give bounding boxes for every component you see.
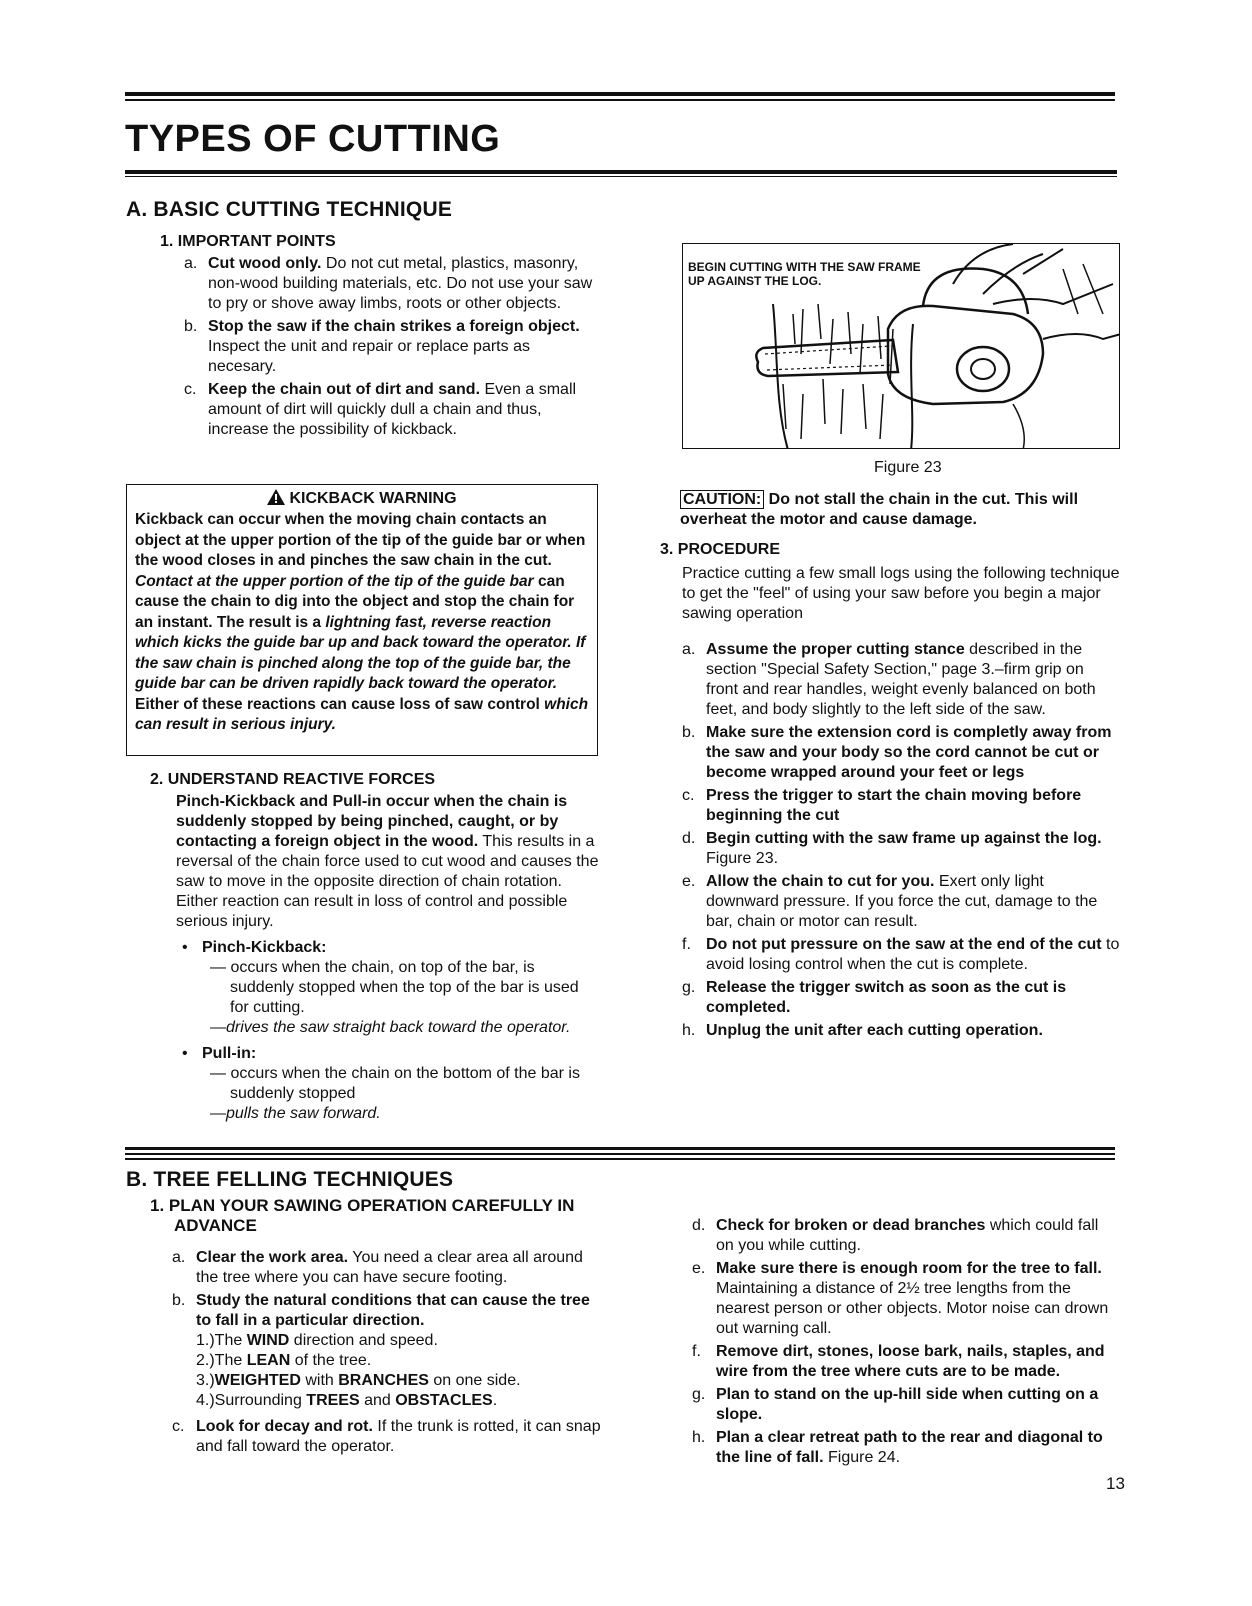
procedure-item-d: d. Begin cutting with the saw frame up against the log. Figure 23.: [682, 830, 1102, 867]
section-b-heading: B. TREE FELLING TECHNIQUES: [126, 1168, 454, 1191]
plan-heading: 1. PLAN YOUR SAWING OPERATION CAREFULLY IN ADVANCE: [150, 1196, 575, 1235]
top-rule-1: [125, 92, 1115, 96]
page-number: 13: [1106, 1474, 1125, 1493]
felling-item-a: a. Clear the work area. You need a clear area all around the tree where you can have secure footing.: [172, 1249, 583, 1286]
procedure-item-a: a. Assume the proper cutting stance described in the section "Special Safety Section," page 3.–firm grip on front and rear handles, weight evenly balanced on both feet, and body slightly to the left side of the saw.: [682, 641, 1096, 718]
important-item-a: a. Cut wood only. Do not cut metal, plastics, masonry, non-wood building materials, etc. Do not use your saw to pry or shove away limbs, roots or other objects.: [184, 255, 593, 312]
bullet-pull-in: • Pull-in: — occurs when the chain on the bottom of the bar is suddenly stopped —pulls the saw forward.: [182, 1045, 580, 1122]
procedure-item-b: b. Make sure the extension cord is completly away from the saw and your body so the cord cannot be cut or become wrapped around your feet or legs: [682, 724, 1112, 781]
section-b-rule-3: [125, 1158, 1115, 1160]
kickback-warning-box: [126, 484, 598, 756]
figure-23-label: Figure 23: [874, 459, 942, 476]
caution-label: CAUTION:: [680, 490, 764, 509]
page-title: TYPES OF CUTTING: [125, 118, 501, 160]
condition-2: 2.)The LEAN of the tree.: [196, 1352, 372, 1369]
felling-item-d: d. Check for broken or dead branches which could fall on you while cutting.: [692, 1217, 1099, 1254]
top-rule-2: [125, 99, 1115, 101]
condition-3: 3.)WEIGHTED with BRANCHES on one side.: [196, 1372, 521, 1389]
felling-item-e: e. Make sure there is enough room for the tree to fall. Maintaining a distance of 2½ tree lengths from the nearest person or other objects. Motor noise can drown out warning call.: [692, 1260, 1109, 1337]
felling-item-h: h. Plan a clear retreat path to the rear and diagonal to the line of fall. Figure 24.: [692, 1429, 1103, 1466]
felling-item-b: b. Study the natural conditions that can cause the tree to fall in a particular direction.: [172, 1292, 590, 1329]
procedure-item-g: g. Release the trigger switch as soon as the cut is completed.: [682, 979, 1067, 1016]
felling-right-column: [692, 1216, 1116, 1471]
bullet-pinch-kickback: • Pinch-Kickback: — occurs when the chain, on top of the bar, is suddenly stopped when the top of the bar is used for cutting. —drives the saw straight back toward the operator.: [182, 939, 579, 1036]
important-item-b: b. Stop the saw if the chain strikes a foreign object. Inspect the unit and repair or replace parts as necesary.: [184, 318, 580, 375]
reactive-forces-heading: 2. UNDERSTAND REACTIVE FORCES: [150, 771, 436, 788]
chainsaw-illustration: [683, 244, 1120, 449]
felling-item-c: c. Look for decay and rot. If the trunk is rotted, it can snap and fall toward the operator.: [172, 1418, 601, 1455]
reactive-forces: [150, 770, 600, 1124]
natural-conditions-list: [172, 1331, 602, 1411]
warning-triangle-icon: [267, 489, 285, 505]
title-rule-thin: [125, 176, 1117, 177]
important-points: [160, 232, 600, 443]
procedure-heading: 3. PROCEDURE: [660, 541, 781, 558]
section-b-rule-2: [125, 1153, 1115, 1155]
title-rule: [125, 170, 1117, 174]
caution-note: CAUTION: Do not stall the chain in the cut. This will overheat the motor and cause damage.: [680, 491, 1079, 528]
condition-1: 1.)The WIND direction and speed.: [196, 1332, 438, 1349]
procedure-item-f: f. Do not put pressure on the saw at the end of the cut to avoid losing control when the cut is complete.: [682, 936, 1120, 973]
procedure-item-c: c. Press the trigger to start the chain moving before beginning the cut: [682, 787, 1082, 824]
important-points-heading: 1. IMPORTANT POINTS: [160, 233, 336, 250]
figure-caption: BEGIN CUTTING WITH THE SAW FRAME UP AGAINST THE LOG.: [688, 260, 921, 288]
procedure-intro: Practice cutting a few small logs using the following technique to get the "feel" of using your saw before you begin a major sawing operation: [682, 565, 1120, 622]
kickback-warning-title: KICKBACK WARNING: [135, 489, 589, 508]
condition-4: 4.)Surrounding TREES and OBSTACLES.: [196, 1392, 498, 1409]
section-a-heading: A. BASIC CUTTING TECHNIQUE: [126, 198, 453, 221]
reactive-forces-text: Pinch-Kickback and Pull-in occur when the chain is suddenly stopped by being pinched, caught, or by contacting a foreign object in the wood. This results in a reversal of the chain force used to cut wood and causes the saw to move in the opposite direction of chain rotation. Either reaction can result in loss of control and possible serious injury.: [176, 793, 599, 930]
felling-left-column: [172, 1248, 602, 1460]
felling-item-g: g. Plan to stand on the up-hill side when cutting on a slope.: [692, 1386, 1099, 1423]
procedure: [660, 540, 1120, 1044]
procedure-item-e: e. Allow the chain to cut for you. Exert only light downward pressure. If you force the cut, damage to the bar, chain or motor can result.: [682, 873, 1098, 930]
plan-heading-block: [150, 1196, 610, 1236]
kickback-warning-text: Kickback can occur when the moving chain contacts an object at the upper portion of the tip of the guide bar or when the wood closes in and pinches the saw chain in the cut. Contact at the upper portion of the tip of the guide bar can cause the chain to dig into the object and stop the chain for an instant. The result is a lightning fast, reverse reaction which kicks the guide bar up and back toward the operator. If the saw chain is pinched along the top of the guide bar, the guide bar can be driven rapidly back toward the operator. Either of these reactions can cause loss of saw control which can result in serious injury.: [135, 511, 589, 733]
section-b-rule-1: [125, 1147, 1115, 1150]
important-item-c: c. Keep the chain out of dirt and sand. Even a small amount of dirt will quickly dull a chain and thus, increase the possibility of kickback.: [184, 381, 577, 438]
felling-item-f: f. Remove dirt, stones, loose bark, nails, staples, and wire from the tree where cuts are to be made.: [692, 1343, 1105, 1380]
procedure-item-h: h. Unplug the unit after each cutting operation.: [682, 1022, 1043, 1039]
figure-23: [682, 243, 1120, 449]
